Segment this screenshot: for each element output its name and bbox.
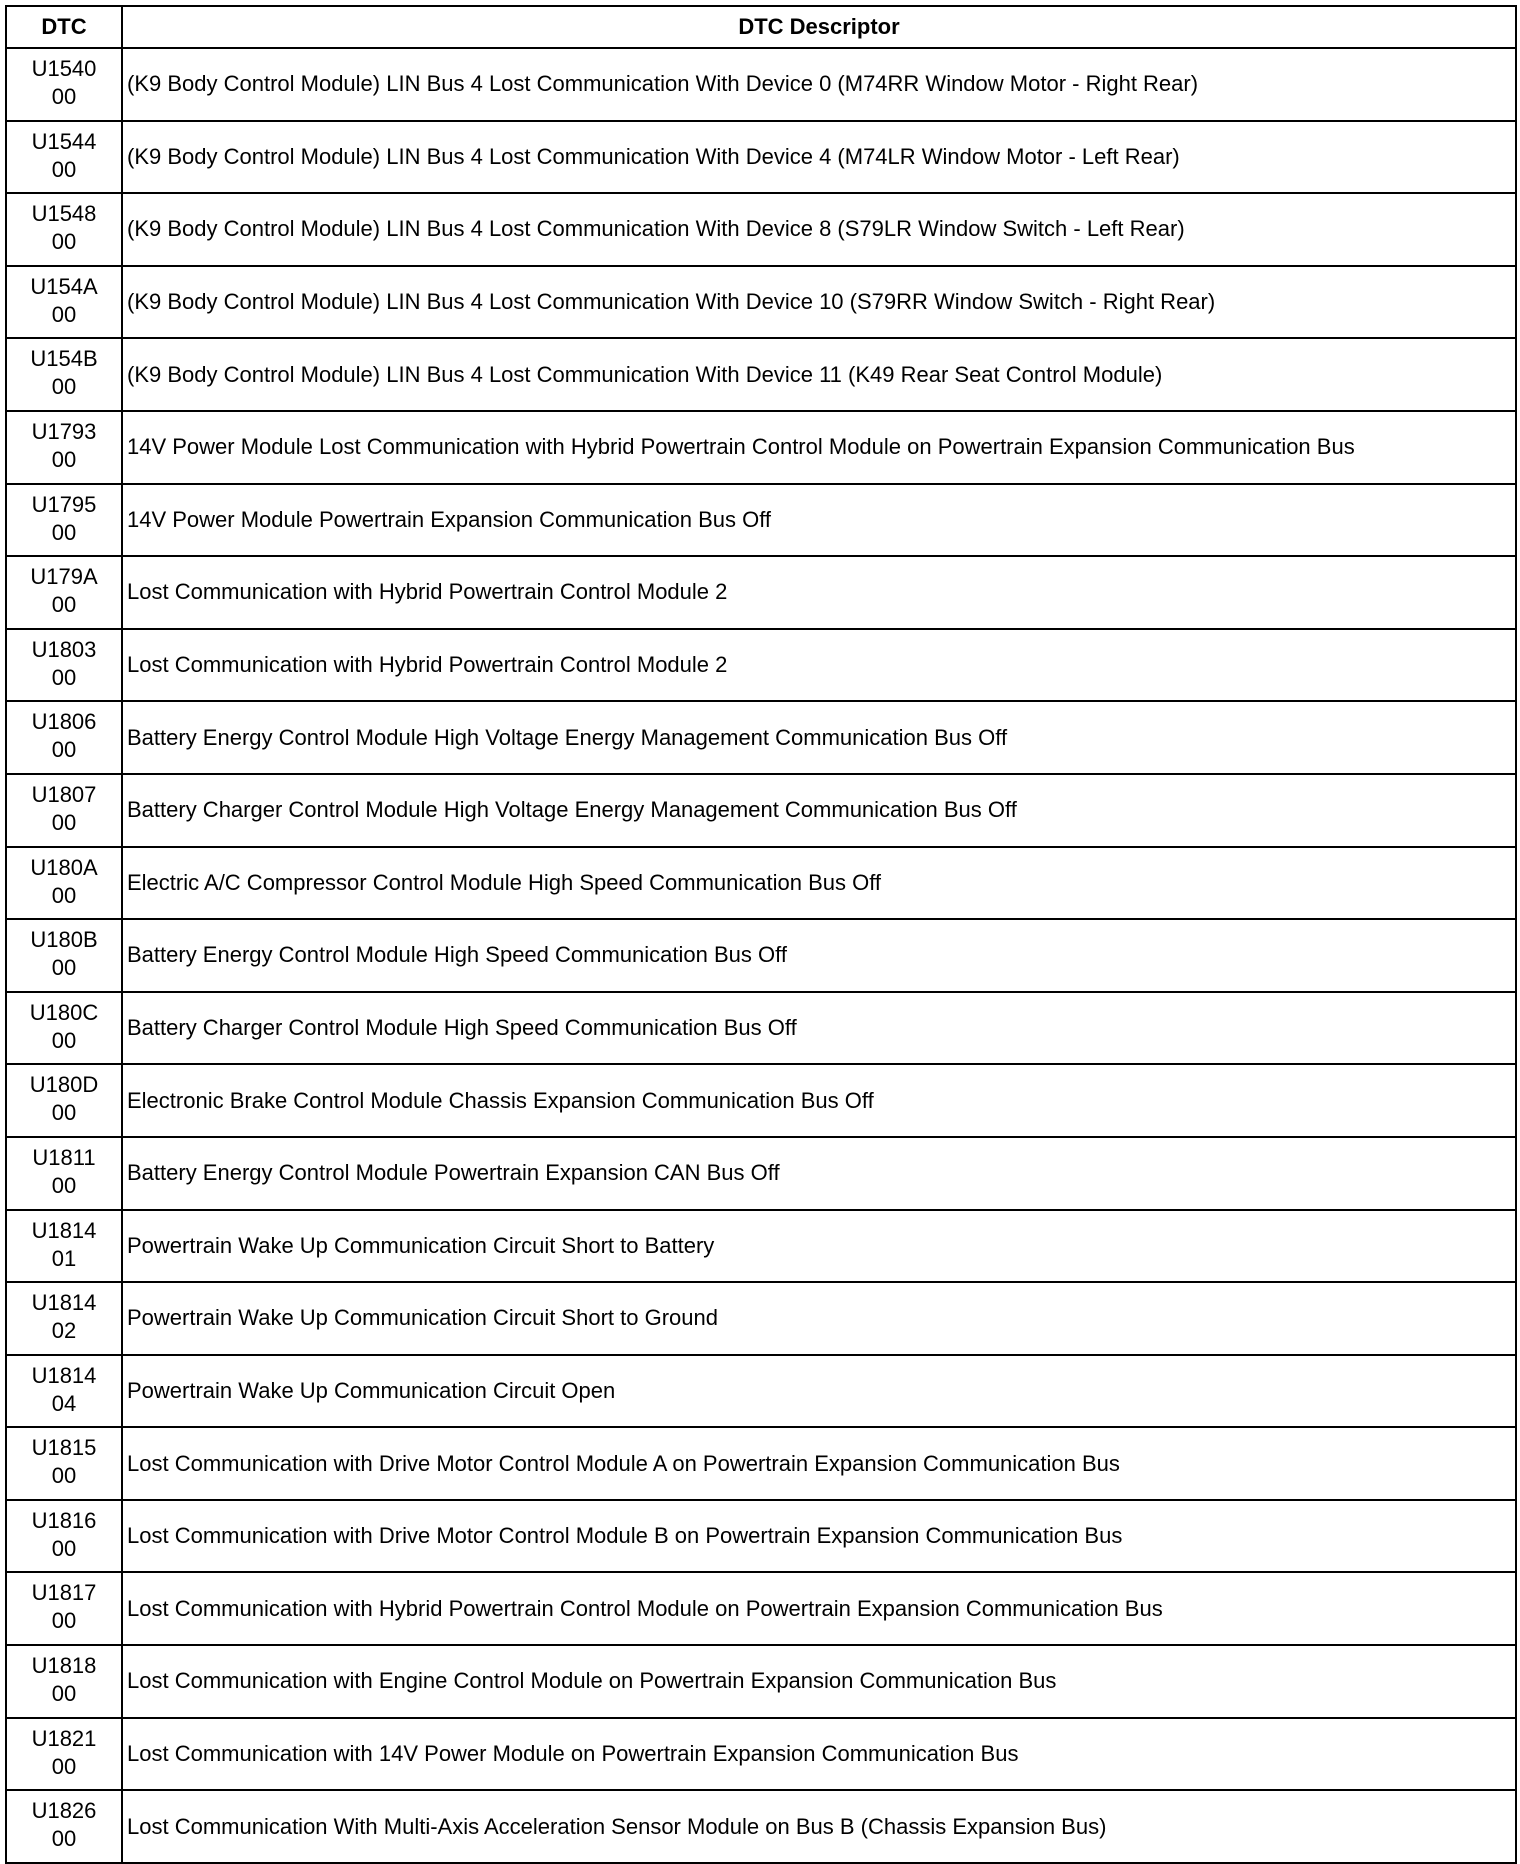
table-row: [6, 919, 1516, 992]
table-row: [6, 556, 1516, 629]
table-row: [6, 266, 1516, 339]
dtc-code: U1814: [31, 1362, 97, 1388]
dtc-code: U1806: [31, 709, 97, 735]
dtc-code: U179A: [30, 564, 98, 590]
dtc-code: U1807: [31, 781, 97, 807]
dtc-code-cell: [6, 919, 122, 992]
dtc-code: U1816: [31, 1507, 97, 1533]
dtc-code-cell: [6, 193, 122, 266]
dtc-code-cell: [6, 1427, 122, 1500]
table-row: [6, 847, 1516, 920]
dtc-symptom-byte: 00: [51, 882, 77, 908]
dtc-code-cell: [6, 484, 122, 557]
dtc-code-cell: [6, 1282, 122, 1355]
dtc-symptom-byte: 00: [51, 1608, 77, 1634]
dtc-code: U154A: [30, 273, 98, 299]
dtc-symptom-byte: 00: [51, 519, 77, 545]
dtc-code: U1818: [31, 1653, 97, 1679]
dtc-symptom-byte: 00: [51, 1753, 77, 1779]
dtc-descriptor: Lost Communication with Drive Motor Control Module A on Powertrain Expansion Communication Bus: [122, 1427, 1516, 1500]
dtc-descriptor: Electric A/C Compressor Control Module High Speed Communication Bus Off: [122, 847, 1516, 920]
table-row: [6, 121, 1516, 194]
dtc-descriptor: (K9 Body Control Module) LIN Bus 4 Lost Communication With Device 0 (M74RR Window Motor - Right Rear): [122, 48, 1516, 121]
dtc-symptom-byte: 00: [51, 1463, 77, 1489]
dtc-symptom-byte: 00: [51, 84, 77, 109]
dtc-code: U1795: [31, 491, 97, 517]
dtc-code: U1803: [31, 636, 97, 662]
dtc-code: U1817: [31, 1580, 97, 1606]
dtc-code: U1811: [32, 1144, 96, 1170]
dtc-code-cell: [6, 1645, 122, 1718]
table-row: [6, 411, 1516, 484]
dtc-symptom-byte: 02: [51, 1318, 77, 1344]
dtc-code: U154B: [30, 346, 98, 372]
table-row: [6, 1572, 1516, 1645]
dtc-symptom-byte: 00: [51, 446, 77, 472]
table-header: [6, 6, 1516, 48]
dtc-descriptor: (K9 Body Control Module) LIN Bus 4 Lost Communication With Device 8 (S79LR Window Switch - Left Rear): [122, 193, 1516, 266]
dtc-code-cell: [6, 411, 122, 484]
table-row: [6, 1790, 1516, 1863]
dtc-descriptor: Battery Energy Control Module High Voltage Energy Management Communication Bus Off: [122, 701, 1516, 774]
dtc-code: U180B: [30, 927, 98, 953]
dtc-symptom-byte: 01: [51, 1245, 77, 1271]
table-row: [6, 1282, 1516, 1355]
dtc-descriptor: Lost Communication with Drive Motor Control Module B on Powertrain Expansion Communication Bus: [122, 1500, 1516, 1573]
dtc-code-cell: [6, 629, 122, 702]
dtc-code: U1821: [31, 1725, 97, 1751]
dtc-descriptor: Battery Charger Control Module High Voltage Energy Management Communication Bus Off: [122, 774, 1516, 847]
dtc-code: U1793: [31, 418, 97, 444]
dtc-code: U1544: [31, 128, 97, 154]
dtc-code-cell: [6, 774, 122, 847]
table-row: [6, 629, 1516, 702]
dtc-symptom-byte: 00: [51, 301, 77, 327]
dtc-code: U1548: [31, 201, 97, 227]
table-row: [6, 701, 1516, 774]
dtc-symptom-byte: 00: [51, 664, 77, 690]
dtc-code-cell: [6, 1790, 122, 1863]
dtc-descriptor: 14V Power Module Lost Communication with Hybrid Powertrain Control Module on Powertrain Expansion Communication Bus: [122, 411, 1516, 484]
table-row: [6, 48, 1516, 121]
dtc-descriptor: Lost Communication with 14V Power Module on Powertrain Expansion Communication Bus: [122, 1718, 1516, 1791]
dtc-descriptor: 14V Power Module Powertrain Expansion Communication Bus Off: [122, 484, 1516, 557]
dtc-code-cell: [6, 48, 122, 121]
table-row: [6, 338, 1516, 411]
dtc-descriptor: (K9 Body Control Module) LIN Bus 4 Lost Communication With Device 10 (S79RR Window Switch - Right Rear): [122, 266, 1516, 339]
dtc-symptom-byte: 00: [51, 592, 77, 618]
dtc-code: U1540: [31, 56, 97, 81]
table-row: [6, 1355, 1516, 1428]
dtc-code: U180C: [29, 999, 99, 1025]
dtc-code-cell: [6, 1137, 122, 1210]
dtc-code-cell: [6, 1718, 122, 1791]
dtc-descriptor: Powertrain Wake Up Communication Circuit Short to Battery: [122, 1210, 1516, 1283]
dtc-symptom-byte: 04: [51, 1390, 77, 1416]
dtc-code: U1814: [31, 1217, 97, 1243]
dtc-descriptor: Powertrain Wake Up Communication Circuit Open: [122, 1355, 1516, 1428]
dtc-symptom-byte: 00: [51, 1681, 77, 1707]
dtc-code-cell: [6, 121, 122, 194]
dtc-symptom-byte: 00: [51, 374, 77, 400]
dtc-table: [5, 5, 1517, 1864]
table-body: [6, 48, 1516, 1863]
dtc-code: U1826: [31, 1798, 97, 1824]
column-header-dtc-descriptor: DTC Descriptor: [122, 6, 1516, 48]
dtc-symptom-byte: 00: [51, 1172, 77, 1198]
table-row: [6, 1500, 1516, 1573]
dtc-symptom-byte: 00: [51, 1535, 77, 1561]
dtc-descriptor: Lost Communication with Hybrid Powertrain Control Module on Powertrain Expansion Communication Bus: [122, 1572, 1516, 1645]
table-row: [6, 1645, 1516, 1718]
table-row: [6, 1064, 1516, 1137]
dtc-symptom-byte: 00: [51, 955, 77, 981]
table-row: [6, 1137, 1516, 1210]
dtc-code: U1814: [31, 1290, 97, 1316]
table-row: [6, 992, 1516, 1065]
dtc-descriptor: Lost Communication With Multi-Axis Acceleration Sensor Module on Bus B (Chassis Expansion Bus): [122, 1790, 1516, 1863]
dtc-code-cell: [6, 266, 122, 339]
dtc-code-cell: [6, 1572, 122, 1645]
table-row: [6, 774, 1516, 847]
dtc-code-cell: [6, 556, 122, 629]
dtc-code: U180D: [29, 1072, 99, 1098]
dtc-code-cell: [6, 1500, 122, 1573]
dtc-code-cell: [6, 847, 122, 920]
dtc-symptom-byte: 00: [51, 1027, 77, 1053]
dtc-code-cell: [6, 701, 122, 774]
column-header-dtc: DTC: [6, 6, 122, 48]
table-row: [6, 484, 1516, 557]
dtc-code: U180A: [30, 854, 98, 880]
dtc-descriptor: Lost Communication with Engine Control Module on Powertrain Expansion Communication Bus: [122, 1645, 1516, 1718]
dtc-symptom-byte: 00: [51, 737, 77, 763]
table-row: [6, 1427, 1516, 1500]
dtc-descriptor: Electronic Brake Control Module Chassis Expansion Communication Bus Off: [122, 1064, 1516, 1137]
dtc-code-cell: [6, 1210, 122, 1283]
table-row: [6, 193, 1516, 266]
dtc-descriptor: Lost Communication with Hybrid Powertrain Control Module 2: [122, 556, 1516, 629]
dtc-descriptor: (K9 Body Control Module) LIN Bus 4 Lost Communication With Device 11 (K49 Rear Seat Control Module): [122, 338, 1516, 411]
table-row: [6, 1210, 1516, 1283]
dtc-code: U1815: [31, 1435, 97, 1461]
dtc-code-cell: [6, 1355, 122, 1428]
dtc-code-cell: [6, 338, 122, 411]
dtc-symptom-byte: 00: [51, 1826, 77, 1852]
dtc-symptom-byte: 00: [51, 809, 77, 835]
dtc-descriptor: Battery Energy Control Module Powertrain Expansion CAN Bus Off: [122, 1137, 1516, 1210]
table-row: [6, 1718, 1516, 1791]
dtc-descriptor: Lost Communication with Hybrid Powertrain Control Module 2: [122, 629, 1516, 702]
header-row: [6, 6, 1516, 48]
dtc-descriptor: Powertrain Wake Up Communication Circuit Short to Ground: [122, 1282, 1516, 1355]
dtc-symptom-byte: 00: [51, 1100, 77, 1126]
dtc-descriptor: Battery Energy Control Module High Speed Communication Bus Off: [122, 919, 1516, 992]
dtc-code-cell: [6, 992, 122, 1065]
dtc-symptom-byte: 00: [51, 156, 77, 182]
dtc-descriptor: Battery Charger Control Module High Speed Communication Bus Off: [122, 992, 1516, 1065]
dtc-descriptor: (K9 Body Control Module) LIN Bus 4 Lost Communication With Device 4 (M74LR Window Motor - Left Rear): [122, 121, 1516, 194]
dtc-symptom-byte: 00: [51, 229, 77, 255]
dtc-code-cell: [6, 1064, 122, 1137]
